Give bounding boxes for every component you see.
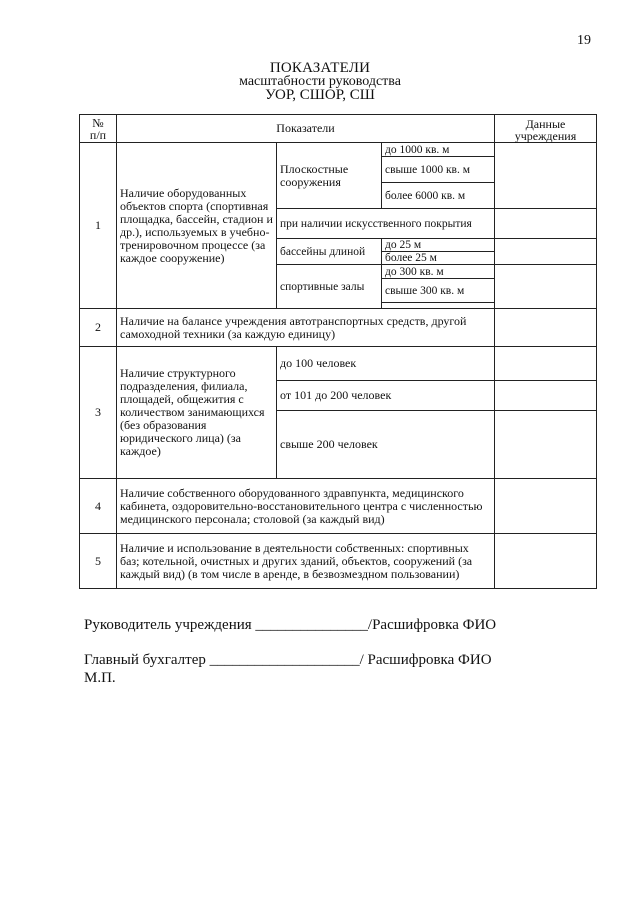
row5-description: Наличие и использование в деятельности собственных: спортивных баз; котельной, очистных и других зданий, объектов, сооружений (за каждый вид) (в том числе в аренде, в безвозмездном пользовании) bbox=[117, 534, 495, 589]
title-main: ПОКАЗАТЕЛИ bbox=[269, 60, 371, 76]
table-row bbox=[80, 143, 597, 157]
row1-description: Наличие оборудованных объектов спорта (спортивная площадка, бассейн, стадион и др.), используемых в учебно-тренировочном процессе (за каждое сооружение) bbox=[117, 143, 277, 309]
head-signature-line: Руководитель учреждения _______________/Расшифровка ФИО bbox=[84, 617, 497, 633]
row1-pools: бассейны длиной bbox=[277, 239, 382, 265]
table-header-row bbox=[80, 115, 597, 143]
row1-pool-opt-2: более 25 м bbox=[382, 252, 495, 265]
row5-num: 5 bbox=[80, 534, 117, 589]
title-subtitle: масштабности руководства bbox=[239, 74, 401, 89]
row4-description: Наличие собственного оборудованного здравпункта, медицинского кабинета, оздоровительно-восстановительного центра с численностью медицинского персонала; столовой (за каждый вид) bbox=[117, 479, 495, 534]
row3-data-cell-1[interactable] bbox=[495, 347, 597, 381]
row1-pools-data-cell[interactable] bbox=[495, 239, 597, 265]
table-row bbox=[80, 309, 597, 347]
row2-description: Наличие на балансе учреждения автотранспортных средств, другой самоходной техники (за каждую единицу) bbox=[117, 309, 495, 347]
indicators-table bbox=[79, 114, 597, 589]
table-row bbox=[80, 534, 597, 589]
row1-artificial-surface: при наличии искусственного покрытия bbox=[277, 209, 495, 239]
row1-hall-opt-1: до 300 кв. м bbox=[382, 265, 495, 279]
accountant-signature-line: Главный бухгалтер ____________________/ Расшифровка ФИО bbox=[84, 652, 492, 668]
row3-opt-1: до 100 человек bbox=[277, 347, 495, 381]
row1-hall-opt-2: свыше 300 кв. м bbox=[382, 279, 495, 303]
row3-data-cell-2[interactable] bbox=[495, 381, 597, 411]
row2-data-cell[interactable] bbox=[495, 309, 597, 347]
page-number: 19 bbox=[577, 33, 591, 48]
row3-num: 3 bbox=[80, 347, 117, 479]
document-title bbox=[0, 62, 640, 102]
row5-data-cell[interactable] bbox=[495, 534, 597, 589]
header-num: № п/п bbox=[80, 115, 117, 143]
row2-num: 2 bbox=[80, 309, 117, 347]
row1-sport-halls: спортивные залы bbox=[277, 265, 382, 309]
row1-flat-opt-2: свыше 1000 кв. м bbox=[382, 157, 495, 183]
row4-data-cell[interactable] bbox=[495, 479, 597, 534]
row3-description: Наличие структурного подразделения, филиала, площадей, общежития с количеством занимающихся (без образования юридического лица) (за каждое) bbox=[117, 347, 277, 479]
table-row bbox=[80, 347, 597, 381]
row1-flat-structures: Плоскостные сооружения bbox=[277, 143, 382, 209]
row1-flat-data-cell[interactable] bbox=[495, 143, 597, 209]
stamp-place: М.П. bbox=[84, 670, 116, 686]
title-organizations: УОР, СШОР, СШ bbox=[265, 87, 375, 103]
row1-halls-data-cell[interactable] bbox=[495, 265, 597, 309]
row1-flat-opt-3: более 6000 кв. м bbox=[382, 183, 495, 209]
row4-num: 4 bbox=[80, 479, 117, 534]
row1-artificial-data-cell[interactable] bbox=[495, 209, 597, 239]
row1-num: 1 bbox=[80, 143, 117, 309]
row1-flat-opt-1: до 1000 кв. м bbox=[382, 143, 495, 157]
header-indicators: Показатели bbox=[117, 115, 495, 143]
row1-pool-opt-1: до 25 м bbox=[382, 239, 495, 252]
header-institution-data: Данные учреждения bbox=[495, 115, 597, 143]
row3-data-cell-3[interactable] bbox=[495, 411, 597, 479]
row3-opt-3: свыше 200 человек bbox=[277, 411, 495, 479]
table-row bbox=[80, 479, 597, 534]
row3-opt-2: от 101 до 200 человек bbox=[277, 381, 495, 411]
